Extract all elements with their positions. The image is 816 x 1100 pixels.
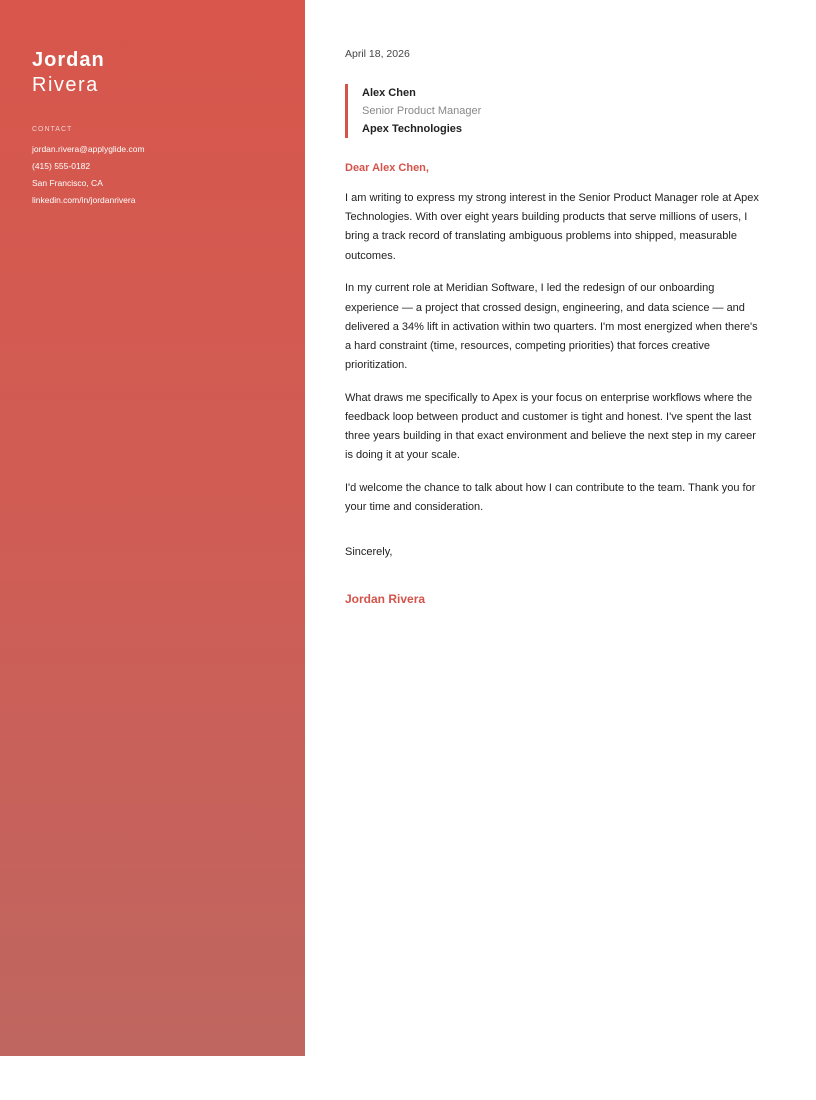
paragraph-1: I am writing to express my strong interest in the Senior Product Manager role at Apex Technologies. With over eight years building products that serve millions of users, I bring a track record of translating ambiguous problems into shipped, measurable outcomes. bbox=[345, 192, 759, 262]
contact-phone: (415) 555-0182 bbox=[32, 161, 91, 171]
sidebar bbox=[0, 0, 305, 1056]
contact-location: San Francisco, CA bbox=[32, 178, 103, 188]
paragraph-3: What draws me specifically to Apex is your focus on enterprise workflows where the feedback loop between product and customer is tight and honest. I've spent the last three years building in that exact environment and believe the next step in my career is doing it at your scale. bbox=[345, 391, 756, 462]
contact-list bbox=[32, 141, 145, 209]
paragraph-4: I'd welcome the chance to talk about how I can contribute to the team. Thank you for your time and consideration. bbox=[345, 482, 756, 514]
first-name: Jordan bbox=[32, 49, 105, 71]
contact-heading: CONTACT bbox=[32, 126, 73, 133]
recipient-block bbox=[345, 84, 645, 138]
paragraph-2: In my current role at Meridian Software, I led the redesign of our onboarding experience — a project that crossed design, engineering, and data science — and delivered a 34% lift in activation within two quarters. I'm most energized when there's a hard constraint (time, resources, competing priorities) that forces creative prioritization. bbox=[345, 282, 758, 372]
signature: Jordan Rivera bbox=[345, 592, 426, 606]
contact-linkedin[interactable]: linkedin.com/in/jordanrivera bbox=[32, 195, 136, 205]
recipient-company: Apex Technologies bbox=[362, 123, 463, 135]
letter-date: April 18, 2026 bbox=[345, 48, 410, 60]
letter-paragraphs bbox=[345, 189, 763, 531]
salutation: Dear Alex Chen, bbox=[345, 162, 429, 174]
last-name: Rivera bbox=[32, 74, 99, 96]
recipient-name: Alex Chen bbox=[362, 87, 416, 99]
contact-email[interactable]: jordan.rivera@applyglide.com bbox=[32, 144, 145, 154]
closing: Sincerely, bbox=[345, 546, 393, 558]
recipient-title: Senior Product Manager bbox=[362, 105, 482, 117]
